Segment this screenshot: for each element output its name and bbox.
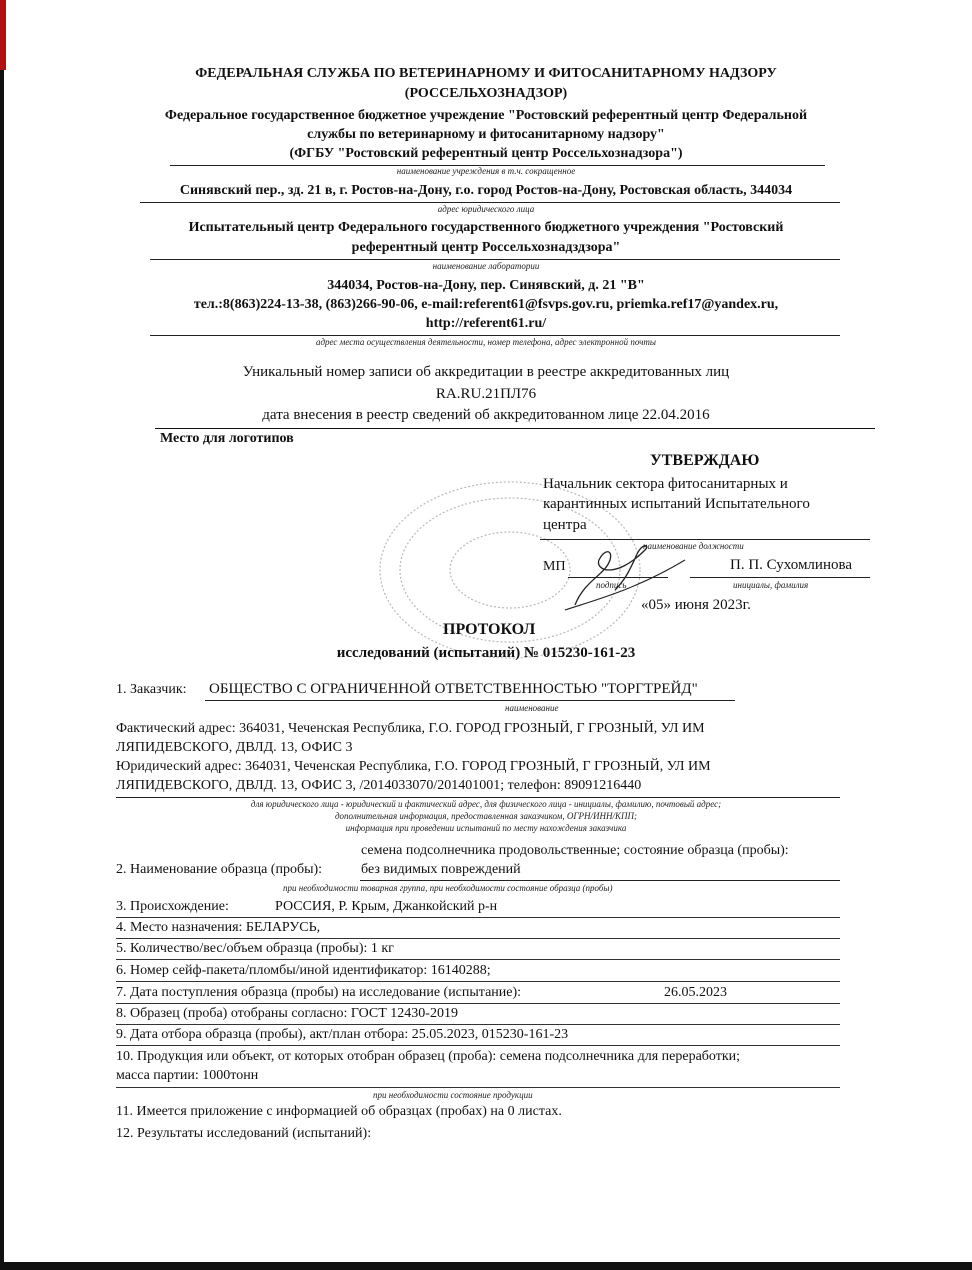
lab-name-line2: референтный центр Россельхознадздзора" xyxy=(351,240,621,255)
activity-website: http://referent61.ru/ xyxy=(425,316,547,331)
position-caption: наименование должности xyxy=(643,541,744,551)
sample-name-line2: без видимых повреждений xyxy=(361,862,521,877)
product-line2: масса партии: 1000тонн xyxy=(116,1068,259,1083)
receipt-date: 26.05.2023 xyxy=(664,985,727,1000)
row-rule-3 xyxy=(116,917,840,918)
approver-name: П. П. Сухомлинова xyxy=(730,557,853,573)
approval-title: УТВЕРЖДАЮ xyxy=(650,452,760,469)
actual-address-line1: Фактический адрес: 364031, Чеченская Республика, Г.О. ГОРОД ГРОЗНЫЙ, Г ГРОЗНЫЙ, УЛ ИМ xyxy=(116,721,705,736)
accreditation-label: Уникальный номер записи об аккредитации в реестре аккредитованных лиц xyxy=(242,364,730,380)
address-caption-3: информация при проведении испытаний по месту нахождения заказчика xyxy=(345,823,627,833)
address-caption-2: дополнительная информация, предоставленная заказчиком, ОГРН/ИНН/КПП; xyxy=(334,811,637,821)
lab-name-line1: Испытательный центр Федерального государственного бюджетного учреждения "Ростовский xyxy=(188,220,784,235)
row-rule-7 xyxy=(116,1003,840,1004)
actual-address-line2: ЛЯПИДЕВСКОГО, ДВЛД. 13, ОФИС 3 xyxy=(116,740,353,755)
legal-address-caption: адрес юридического лица xyxy=(437,204,535,214)
lab-name-rule xyxy=(150,259,840,260)
protocol-subtitle: исследований (испытаний) № 015230-161-23 xyxy=(336,645,636,661)
name-rule xyxy=(690,577,870,578)
activity-caption: адрес места осуществления деятельности, номер телефона, адрес электронной почты xyxy=(315,337,657,347)
appendix-field: 11. Имеется приложение с информацией об образцах (пробах) на 0 листах. xyxy=(116,1104,562,1119)
row-rule-8 xyxy=(116,1024,840,1025)
accreditation-number: RA.RU.21ПЛ76 xyxy=(435,386,537,402)
customer-label: 1. Заказчик: xyxy=(116,682,187,697)
results-field: 12. Результаты исследований (испытаний): xyxy=(116,1126,372,1141)
legal-address: Синявский пер., зд. 21 в, г. Ростов-на-Дону, г.о. город Ростов-на-Дону, Ростовская область, 344034 xyxy=(179,183,793,198)
activity-address: 344034, Ростов-на-Дону, пер. Синявский, д. 21 "В" xyxy=(327,278,645,293)
activity-rule xyxy=(150,335,840,336)
sample-name-label: 2. Наименование образца (пробы): xyxy=(116,862,323,877)
address-caption-1: для юридического лица - юридический и фактический адрес, для физического лица - инициалы, фамилию, почтовый адрес; xyxy=(250,799,722,809)
origin-value: РОССИЯ, Р. Крым, Джанкойский р-н xyxy=(275,899,498,914)
sample-name-rule xyxy=(360,880,840,881)
sample-name-line1: семена подсолнечника продовольственные; состояние образца (пробы): xyxy=(361,843,789,858)
name-caption: инициалы, фамилия xyxy=(733,580,809,590)
seal-field: 6. Номер сейф-пакета/пломбы/иной идентификатор: 16140288; xyxy=(116,963,491,978)
row-rule-5 xyxy=(116,959,840,960)
legal-address-line2: ЛЯПИДЕВСКОГО, ДВЛД. 13, ОФИС 3, /2014033070/201401001; телефон: 89091216440 xyxy=(116,778,642,793)
legal-address-rule xyxy=(140,202,840,203)
accreditation-date: дата внесения в реестр сведений об аккредитованном лице 22.04.2016 xyxy=(262,407,710,423)
protocol-title: ПРОТОКОЛ xyxy=(443,621,536,638)
legal-address-line1: Юридический адрес: 364031, Чеченская Республика, Г.О. ГОРОД ГРОЗНЫЙ, Г ГРОЗНЫЙ, УЛ ИМ xyxy=(116,759,711,774)
approver-position-line3: центра xyxy=(543,517,587,533)
org-name-caption: наименование учреждения в т.ч. сокращенное xyxy=(396,166,576,176)
approver-position-line2: карантинных испытаний Испытательного xyxy=(543,496,810,512)
row-rule-4 xyxy=(116,938,840,939)
address-rule xyxy=(116,797,840,798)
org-name-line1: Федеральное государственное бюджетное учреждение "Ростовский референтный центр Федеральной xyxy=(164,108,808,123)
customer-caption: наименование xyxy=(505,703,559,713)
agency-title: ФЕДЕРАЛЬНАЯ СЛУЖБА ПО ВЕТЕРИНАРНОМУ И ФИТОСАНИТАРНОМУ НАДЗОРУ xyxy=(195,66,777,81)
sample-caption: при необходимости товарная группа, при необходимости состояние образца (пробы) xyxy=(283,883,613,893)
sampling-date-field: 9. Дата отбора образца (пробы), акт/план отбора: 25.05.2023, 015230-161-23 xyxy=(116,1027,569,1042)
customer-rule xyxy=(205,700,735,701)
org-name-line3: (ФГБУ "Ростовский референтный центр Россельхознадзора") xyxy=(289,146,683,161)
logo-place-label: Место для логотипов xyxy=(160,431,294,446)
row-rule-9 xyxy=(116,1045,840,1046)
activity-contacts: тел.:8(863)224-13-38, (863)266-90-06, e-mail:referent61@fsvps.gov.ru, priemka.ref17@yandex.ru, xyxy=(193,297,779,312)
row-rule-10 xyxy=(116,1087,840,1088)
quantity-field: 5. Количество/вес/объем образца (пробы): 1 кг xyxy=(116,941,394,956)
product-caption: при необходимости состояние продукции xyxy=(373,1090,533,1100)
approver-position-line1: Начальник сектора фитосанитарных и xyxy=(543,476,788,492)
lab-name-caption: наименование лаборатории xyxy=(432,261,540,271)
customer-value: ОБЩЕСТВО С ОГРАНИЧЕННОЙ ОТВЕТСТВЕННОСТЬЮ "ТОРГТРЕЙД" xyxy=(209,681,698,697)
product-line1: 10. Продукция или объект, от которых отобран образец (проба): семена подсолнечника для переработки; xyxy=(116,1049,741,1064)
header-separator xyxy=(155,428,875,429)
left-edge-mark xyxy=(0,0,6,70)
origin-label: 3. Происхождение: xyxy=(116,899,229,914)
bottom-border xyxy=(0,1262,972,1270)
destination-field: 4. Место назначения: БЕЛАРУСЬ, xyxy=(116,920,321,935)
sampled-by-field: 8. Образец (проба) отобраны согласно: ГОСТ 12430-2019 xyxy=(116,1006,458,1021)
mp-mark: МП xyxy=(543,559,566,574)
receipt-label: 7. Дата поступления образца (пробы) на исследование (испытание): xyxy=(116,985,522,1000)
approval-date: «05» июня 2023г. xyxy=(641,597,751,613)
agency-abbrev: (РОССЕЛЬХОЗНАДЗОР) xyxy=(404,86,568,101)
signature-caption: подпись xyxy=(596,580,627,590)
row-rule-6 xyxy=(116,981,840,982)
org-name-line2: службы по ветеринарному и фитосанитарному надзору" xyxy=(307,127,665,142)
